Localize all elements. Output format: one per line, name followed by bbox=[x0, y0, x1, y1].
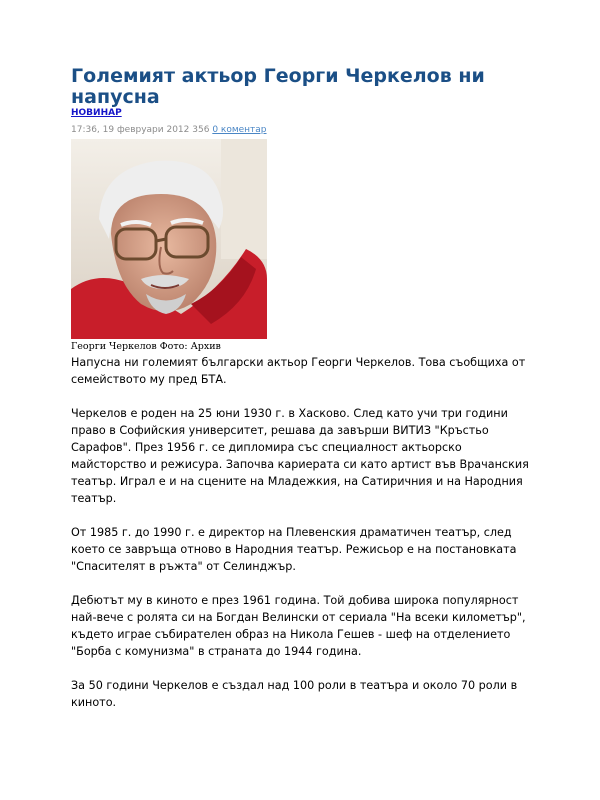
paragraph-2: Черкелов е роден на 25 юни 1930 г. в Хасково. След като учи три години право в Софийския университет, решава да завърши ВИТИЗ "Кръстьо Сарафов". През 1956 г. се дипломира със специалност актьорско майсторство и режисура. Започва кариерата си като артист във Врачанския театър. Играл е и на сцените на Младежкия, на Сатиричния и на Народния театър. bbox=[71, 407, 529, 505]
article-title: Големият актьор Георги Черкелов ни напусна bbox=[71, 65, 485, 108]
article bbox=[71, 66, 531, 728]
article-body bbox=[71, 354, 531, 711]
paragraph-3: От 1985 г. до 1990 г. е директор на Плевенския драматичен театър, след което се завръща отново в Народния театър. Режисьор е на постановката "Спасителят в ръжта" от Селинджър. bbox=[71, 526, 517, 573]
paragraph-1: Напусна ни големият български актьор Георги Черкелов. Това съобщиха от семейството му пред БТА. bbox=[71, 356, 526, 386]
article-meta bbox=[71, 125, 531, 136]
photo-caption: Георги Черкелов Фото: Архив bbox=[71, 341, 221, 352]
article-photo bbox=[71, 139, 267, 339]
meta-timestamp: 17:36, 19 февруари 2012 356 bbox=[71, 125, 210, 135]
portrait-illustration bbox=[71, 139, 267, 339]
paragraph-5: За 50 години Черкелов е създал над 100 роли в театъра и около 70 роли в киното. bbox=[71, 679, 518, 709]
category-link[interactable]: НОВИНАР bbox=[71, 108, 122, 118]
comments-link[interactable]: 0 коментар bbox=[212, 125, 267, 135]
paragraph-4: Дебютът му в киното е през 1961 година. Той добива широка популярност най-вече с ролята си на Богдан Велински от сериала "На всеки километър", където играе събирателен образ на Никола Гешев - шеф на отделението "Борба с комунизма" в страната до 1944 година. bbox=[71, 594, 526, 658]
